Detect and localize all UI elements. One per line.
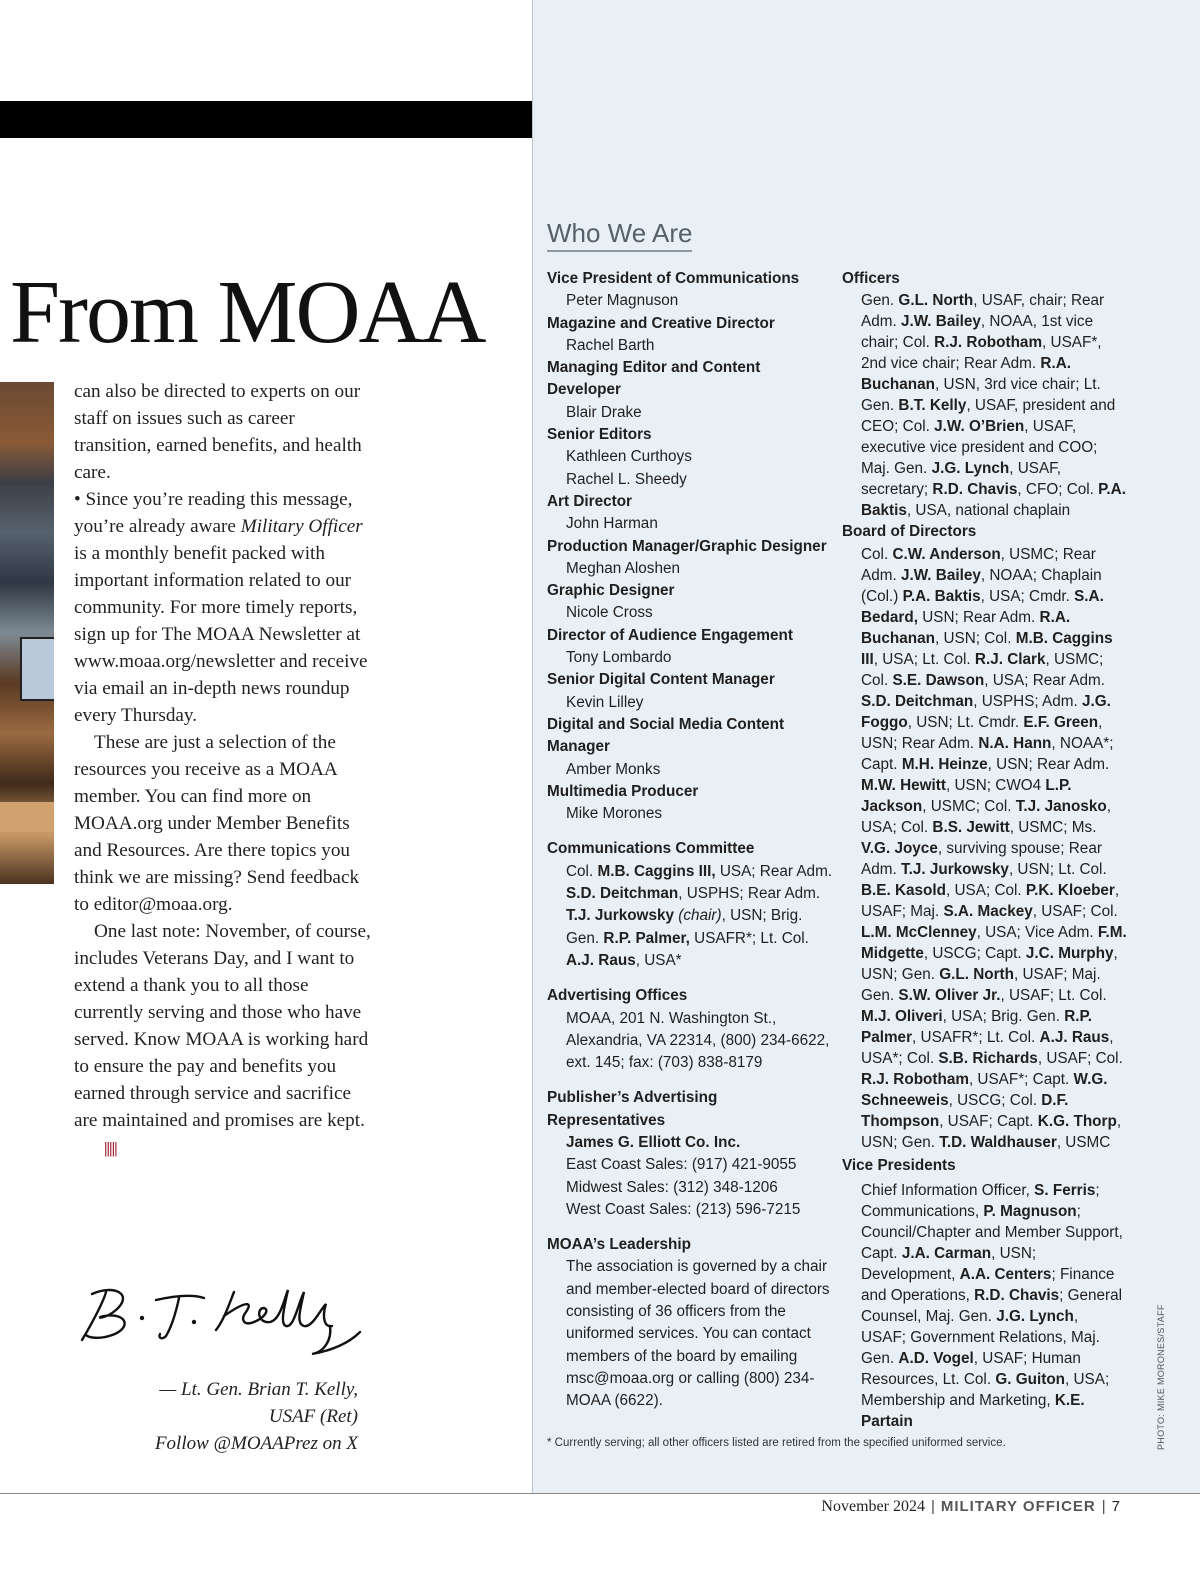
staff-role: Director of Audience Engagement [547,626,793,644]
name-bold: R.J. Clark [974,650,1046,668]
text-run: , USAF, secretary; [861,460,1062,499]
page-footer [821,1498,1120,1516]
text-run: , USCG; Col. [948,1091,1042,1109]
text-run: , USAF; Col. [1037,1049,1123,1067]
text-italic: Military Officer [240,516,363,537]
name-bold: R.J. Robotham [934,334,1043,352]
text-run: , USAF, chair; Rear Adm. [861,292,1105,331]
text-run: , USN; Development, [861,1244,1037,1283]
moaa-end-mark-icon: ||||| [104,1140,117,1157]
text-run: , USA* [635,951,682,969]
name-bold: S.W. Oliver Jr. [898,986,1001,1004]
comm-committee-heading: Communications Committee [547,840,755,858]
text-run: , USA; Cmdr. [980,587,1075,605]
staff-role: Graphic Designer [547,582,675,600]
name-bold: R.A. Buchanan [861,355,1072,394]
text-run: , USAF; Capt. [939,1112,1038,1130]
text-run: , USPHS; Rear Adm. [678,885,821,903]
name-bold: A.J. Raus [566,951,636,969]
text-run: , USA; Lt. Col. [873,650,975,668]
name-bold: G. Guiton [995,1370,1066,1388]
staff-role: Managing Editor and Content Developer [547,359,761,399]
name-bold: A.D. Vogel [898,1349,974,1367]
staff-role: Senior Editors [547,426,652,444]
staff-name: Tony Lombardo [566,649,672,667]
text-run: , USAF, executive vice president and COO; Maj. Gen. [861,418,1098,478]
staff-column [547,268,837,1413]
name-bold: V.G. Joyce [861,839,938,857]
text-run: , USAF*; Capt. [968,1070,1074,1088]
text-run: is a monthly benefit packed with important information related to our community. For more timely reports, sign up for The MOAA Newsletter at www.moaa.org/newsletter and receive via email an in-depth news roundup every Thursday. [74,543,368,726]
text-run: , USA; Vice Adm. [976,923,1098,941]
text-italic: (chair) [678,907,722,925]
text-run: , USA*; Col. [861,1028,1114,1067]
magazine-name: MILITARY OFFICER [940,1498,1096,1515]
text-run: , USMC; Col. [861,650,1104,689]
footer-separator: | [930,1498,935,1515]
staff-name: Kevin Lilley [566,693,644,711]
vice-presidents-list [842,1180,1127,1432]
name-bold: S. Ferris [1034,1181,1096,1199]
text-run: ; Communications, [861,1181,1100,1220]
text-run: USAFR*; Lt. Col. [689,929,809,947]
text-run: USA; Rear Adm. [715,862,833,880]
name-bold: A.A. Centers [959,1265,1052,1283]
page-number: 7 [1111,1498,1120,1515]
name-bold: M.J. Oliveri [861,1007,943,1025]
text-run: , NOAA; Chaplain (Col.) [861,566,1102,605]
name-bold: M.H. Heinze [901,755,988,773]
name-bold: P.K. Kloeber [1025,881,1115,899]
name-bold: B.S. Jewitt [932,818,1010,836]
text-run: , USAF; Maj. [861,881,1120,920]
name-bold: G.L. North [898,292,974,310]
comm-committee-members [547,861,837,972]
board-list [842,544,1127,1153]
staff-role: Magazine and Creative Director [547,314,775,332]
staff-role: Senior Digital Content Manager [547,671,775,689]
text-run: ; General Counsel, Maj. Gen. [861,1286,1123,1325]
name-bold: J.G. Lynch [931,460,1010,478]
text-run: , USN; Col. [934,629,1016,647]
text-run: , USA; Col. [946,881,1026,899]
name-bold: E.F. Green [1023,713,1099,731]
name-bold: F.M. Midgette [861,923,1127,962]
signer-name: — Lt. Gen. Brian T. Kelly, [159,1379,358,1400]
staff-role: Production Manager/Graphic Designer [547,537,827,555]
text-run: , USA; Rear Adm. [984,671,1105,689]
text-run: , USN; Gen. [861,944,1118,983]
text-run: , USAF; Human Resources, Lt. Col. [861,1349,1081,1388]
issue-date: November 2024 [821,1498,925,1515]
officers-column [842,268,1127,1432]
text-run: Chief Information Officer, [861,1181,1035,1199]
text-run: Col. [861,545,893,563]
text-run: , USCG; Capt. [923,944,1026,962]
advertising-text: MOAA, 201 N. Washington St., Alexandria, VA 22314, (800) 234-6622, ext. 145; fax: (703) 838-8179 [566,1009,830,1072]
text-run: USN; Rear Adm. [917,608,1040,626]
staff-role: Art Director [547,492,632,510]
staff-name: Blair Drake [566,403,642,421]
name-bold: A.J. Raus [1039,1028,1110,1046]
name-bold: R.D. Chavis [974,1286,1060,1304]
text-run: , USN; Lt. Col. [1008,860,1107,878]
name-bold: C.W. Anderson [892,545,1001,563]
text-run: can also be directed to experts on our staff on issues such as career transition, earned benefits, and health care. [74,381,362,483]
name-bold: S.D. Deitchman [861,692,974,710]
text-run: , USAFR*; Lt. Col. [912,1028,1040,1046]
name-bold: J.W. Bailey [900,566,981,584]
name-bold: T.J. Jurkowsky [566,907,674,925]
name-bold: R.P. Palmer, [603,929,690,947]
text-run: , USMC; Col. [922,797,1016,815]
publisher-reps-heading: Publisher’s Advertising Representatives [547,1089,718,1129]
staff-name: Mike Morones [566,805,663,823]
staff-name: Rachel Barth [566,336,655,354]
name-bold: J.G. Lynch [996,1307,1074,1325]
name-bold: S.D. Deitchman [566,885,679,903]
name-bold: R.J. Robotham [861,1070,969,1088]
name-bold: K.E. Partain [861,1391,1085,1430]
text-run: These are just a selection of the resources you receive as a MOAA member. You can find more on MOAA.org under Member Benefits and Resources. Are there topics you think we are missing? Send feedback to editor@moaa.org. [74,732,360,915]
letter-paragraph [74,378,374,486]
letter-paragraph [74,486,374,729]
name-bold: G.L. North [939,965,1014,983]
name-bold: J.C. Murphy [1025,944,1114,962]
officers-heading: Officers [842,270,900,287]
signature-block [90,1376,358,1457]
text-run: One last note: November, of course, includes Veterans Day, and I want to extend a thank you to all those currently serving and those who have served. Know MOAA is working hard to ensure the pay and benefits you earned through service and sacrifice are maintained and promises are kept. [74,921,371,1131]
sales-line: West Coast Sales: (213) 596-7215 [566,1200,801,1218]
name-bold: S.A. Mackey [943,902,1033,920]
text-run: , USMC; Rear Adm. [861,545,1096,584]
sales-line: East Coast Sales: (917) 421-9055 [566,1156,797,1174]
staff-name: Rachel L. Sheedy [566,470,687,488]
text-run: , USN; Lt. Cmdr. [907,713,1024,731]
footer-rule [0,1493,1200,1494]
text-run: Col. [566,862,598,880]
text-run: , NOAA*; Capt. [861,734,1114,773]
text-run: , USA; Brig. Gen. [942,1007,1065,1025]
spacer [547,825,837,838]
name-bold: P. Magnuson [983,1202,1077,1220]
footer-separator: | [1101,1498,1106,1515]
officers-list [842,290,1127,521]
publisher-company: James G. Elliott Co. Inc. [566,1133,741,1151]
name-bold: M.B. Caggins III, [597,862,716,880]
staff-role: Vice President of Communications [547,270,800,287]
follow-handle: Follow @MOAAPrez on X [154,1433,358,1454]
letter-paragraph [74,918,374,1162]
text-run: Gen. [861,292,899,310]
name-bold: K.G. Thorp [1037,1112,1117,1130]
office-photo [0,382,54,884]
name-bold: S.E. Dawson [892,671,985,689]
text-run: , USPHS; Adm. [973,692,1083,710]
name-bold: S.A. Bedard, [861,587,1104,626]
text-run: , USN, 3rd vice chair; Lt. Gen. [861,376,1101,415]
name-bold: M.B. Caggins III [861,629,1113,668]
text-run: , USAF; Government Relations, Maj. Gen. [861,1307,1100,1367]
text-run: , USMC; Ms. [1009,818,1097,836]
staff-name: Kathleen Curthoys [566,448,692,466]
text-run: , USA; Membership and Marketing, [861,1370,1110,1409]
text-run: ; Finance and Operations, [861,1265,1115,1304]
photo-credit: PHOTO: MIKE MORONES/STAFF [1156,1304,1166,1450]
text-run: , USN; CWO4 [945,776,1046,794]
text-run: , NOAA, 1st vice chair; Col. [861,313,1094,352]
staff-name: Meghan Aloshen [566,559,680,577]
name-bold: R.D. Chavis [932,481,1018,499]
staff-list [547,268,837,825]
staff-name: Peter Magnuson [566,292,679,310]
name-bold: S.B. Richards [938,1049,1038,1067]
text-run: , surviving spouse; Rear Adm. [861,839,1102,878]
text-run: , USAF, president and CEO; Col. [861,397,1116,436]
name-bold: M.W. Hewitt [861,776,946,794]
name-bold: B.T. Kelly [898,397,967,415]
header-bar [0,101,532,138]
staff-role: Digital and Social Media Content Manager [547,715,785,756]
text-run: , USN; Rear Adm. [987,755,1110,773]
leadership-text: The association is governed by a chair and member-elected board of directors consisting of 36 officers from the uniformed services. You can contact members of the board by emailing msc@moaa.org or calling (800) 234-MOAA (6622). [566,1258,830,1410]
who-we-are-title: Who We Are [547,218,692,252]
name-bold: B.E. Kasold [861,881,946,899]
advertising-heading: Advertising Offices [547,987,688,1005]
name-bold: R.A. Buchanan [861,608,1071,647]
text-run: , USN; Gen. [861,1112,1122,1151]
name-bold: J.W. Bailey [900,313,981,331]
signature-image [74,1280,364,1360]
name-bold: T.J. Janosko [1015,797,1107,815]
name-bold: P.A. Baktis [861,481,1126,520]
staff-name: John Harman [566,515,658,533]
text-run: , USAF*, 2nd vice chair; Rear Adm. [861,334,1102,373]
staff-name: Nicole Cross [566,604,653,622]
monitor-shape [20,637,54,701]
text-run: , USA; Col. [861,797,1111,836]
text-run: , USN; Rear Adm. [861,713,1103,752]
spacer [547,1074,837,1087]
text-run: , USA, national chaplain [906,502,1071,520]
name-bold: L.P. Jackson [861,776,1072,815]
name-bold: L.M. McClenney [861,923,977,941]
spacer [547,972,837,985]
page-title: From MOAA [10,263,485,362]
letter-body [74,378,374,1162]
signer-service: USAF (Ret) [268,1406,358,1427]
staff-role: Multimedia Producer [547,782,699,800]
name-bold: N.A. Hann [978,734,1052,752]
name-bold: J.W. O’Brien [934,418,1025,436]
name-bold: P.A. Baktis [902,587,981,605]
text-run: ; Council/Chapter and Member Support, Capt. [861,1202,1123,1262]
text-run: , CFO; Col. [1017,481,1099,499]
vice-presidents-heading: Vice Presidents [842,1156,956,1174]
board-heading: Board of Directors [842,523,977,541]
text-run: • Since you’re reading this message, you’re already aware [74,489,353,537]
text-run: , USAF; Maj. Gen. [861,965,1101,1004]
text-run: , USMC [1056,1133,1111,1151]
name-bold: R.P. Palmer [861,1007,1092,1046]
letter-paragraph [74,729,374,918]
sales-line: Midwest Sales: (312) 348-1206 [566,1178,778,1196]
footnote: * Currently serving; all other officers listed are retired from the specified uniformed service. [547,1437,1006,1449]
leadership-heading: MOAA’s Leadership [547,1236,691,1254]
name-bold: W.G. Schneeweis [861,1070,1108,1109]
name-bold: J.A. Carman [901,1244,992,1262]
name-bold: D.F. Thompson [861,1091,1069,1130]
text-run: , USN; Brig. Gen. [566,907,803,947]
name-bold: T.J. Jurkowsky [900,860,1009,878]
desk-shape [0,802,54,832]
name-bold: T.D. Waldhauser [939,1133,1057,1151]
name-bold: J.G. Foggo [861,692,1111,731]
text-run: , USAF; Lt. Col. [1000,986,1107,1004]
staff-name: Amber Monks [566,760,661,778]
text-run: , USAF; Col. [1032,902,1118,920]
spacer [547,1221,837,1234]
